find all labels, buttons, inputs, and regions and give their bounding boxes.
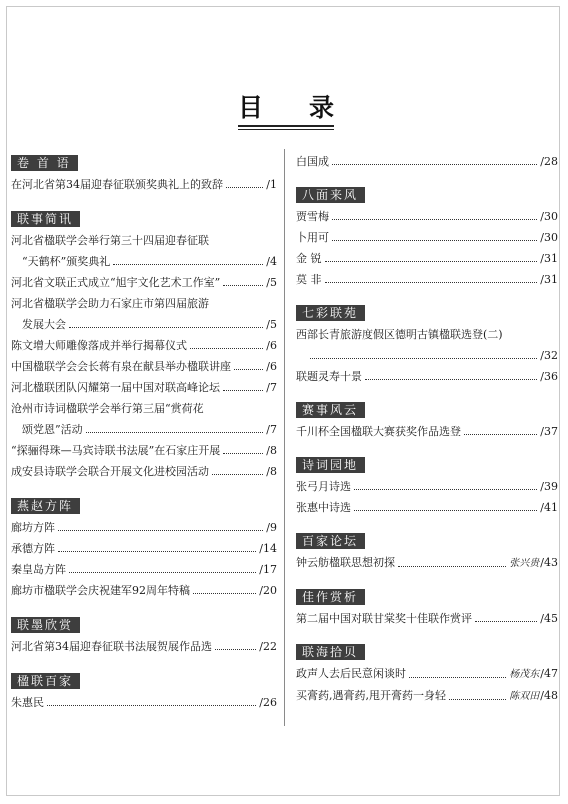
section-gap — [11, 482, 277, 495]
section-heading: 联事简讯 — [11, 211, 80, 227]
toc-entry[interactable] — [11, 692, 277, 713]
entry-author: 陈双田 — [509, 691, 540, 702]
entry-title: 河北省楹联学会举行第三十四届迎春征联 — [11, 234, 209, 247]
section-gap — [296, 290, 558, 302]
toc-entry[interactable] — [11, 517, 277, 538]
toc-section — [11, 152, 277, 195]
toc-entry[interactable] — [11, 174, 277, 195]
dot-leader — [464, 434, 537, 435]
entry-title: 沧州市诗词楹联学会举行第三届“赏荷花 — [11, 402, 204, 415]
dot-leader — [332, 219, 537, 220]
toc-entry[interactable] — [296, 366, 558, 387]
page-number: /30 — [540, 231, 558, 244]
dot-leader — [223, 285, 263, 286]
page-title — [238, 93, 334, 123]
toc-entry[interactable] — [11, 461, 277, 482]
entry-title: 河北省楹联学会助力石家庄市第四届旅游 — [11, 297, 209, 310]
toc-section — [296, 302, 558, 387]
entry-title: 颂党恩”活动 — [22, 423, 83, 436]
toc-section — [296, 151, 558, 172]
toc-entry[interactable] — [11, 580, 277, 601]
entry-title: 钟云舫楹联思想初探 — [296, 556, 395, 569]
entry-title: 金 锐 — [296, 252, 322, 265]
title-underline — [238, 125, 334, 127]
entry-title: 莫 非 — [296, 273, 322, 286]
page-number: /30 — [540, 210, 558, 223]
entry-title: 白国成 — [296, 155, 329, 168]
dot-leader — [332, 240, 537, 241]
dot-leader — [354, 510, 537, 511]
dot-leader — [223, 390, 263, 391]
toc-entry[interactable] — [296, 476, 558, 497]
section-gap — [296, 574, 558, 586]
toc-entry[interactable] — [296, 227, 558, 248]
page-number: /28 — [540, 155, 558, 168]
section-heading: 佳作赏析 — [296, 589, 365, 605]
section-heading: 联海拾贝 — [296, 644, 365, 660]
section-heading: 联墨欣赏 — [11, 617, 80, 633]
page-number: /14 — [259, 542, 277, 555]
page-number: /7 — [266, 381, 277, 394]
section-gap — [11, 657, 277, 670]
section-heading: 卷 首 语 — [11, 155, 78, 171]
toc-entry[interactable] — [296, 269, 558, 290]
dot-leader — [449, 699, 506, 700]
page-number: /8 — [266, 465, 277, 478]
section-heading: 七彩联苑 — [296, 305, 365, 321]
entry-title: 承德方阵 — [11, 542, 55, 555]
entry-title: 河北楹联团队闪耀第一届中国对联高峰论坛 — [11, 381, 220, 394]
toc-section — [11, 614, 277, 657]
entry-title: “探骊得珠—马宾诗联书法展”在石家庄开展 — [11, 444, 221, 457]
toc-entry[interactable] — [296, 663, 558, 685]
entry-title: 卜用可 — [296, 231, 329, 244]
toc-entry[interactable] — [296, 608, 558, 629]
entry-title: 在河北省第34届迎春征联颁奖典礼上的致辞 — [11, 178, 223, 191]
page-number: /20 — [259, 584, 277, 597]
page-number: /37 — [540, 425, 558, 438]
page-number: /7 — [266, 423, 277, 436]
title-char-2: 录 — [308, 93, 334, 122]
page-number: /8 — [266, 444, 277, 457]
entry-author: 张兴贵 — [509, 558, 540, 569]
toc-section — [296, 586, 558, 629]
page-number: /48 — [540, 689, 558, 702]
dot-leader — [69, 572, 256, 573]
page-number: /31 — [540, 273, 558, 286]
entry-title: 贾雪梅 — [296, 210, 329, 223]
entry-title: 陈文增大师雕像落成并举行揭幕仪式 — [11, 339, 187, 352]
entry-title: 第二届中国对联甘棠奖十佳联作赏评 — [296, 612, 472, 625]
toc-left-column — [11, 152, 277, 713]
toc-section — [296, 530, 558, 574]
dot-leader — [325, 282, 538, 283]
entry-title: 西部长青旅游度假区德明古镇楹联选登(二) — [296, 328, 503, 341]
toc-entry[interactable] — [296, 421, 558, 442]
dot-leader — [58, 551, 256, 552]
page-number: /6 — [266, 339, 277, 352]
page-number: /32 — [540, 349, 558, 362]
section-heading: 百家论坛 — [296, 533, 365, 549]
entry-title: 廊坊方阵 — [11, 521, 55, 534]
dot-leader — [69, 327, 263, 328]
toc-entry[interactable] — [296, 206, 558, 227]
page-number: /4 — [266, 255, 277, 268]
section-gap — [296, 442, 558, 454]
dot-leader — [310, 358, 537, 359]
section-gap — [296, 518, 558, 530]
toc-entry[interactable] — [11, 377, 277, 398]
dot-leader — [475, 621, 537, 622]
page-number: /22 — [259, 640, 277, 653]
section-gap — [11, 601, 277, 614]
toc-entry[interactable] — [296, 552, 558, 574]
toc-entry[interactable] — [296, 685, 558, 707]
page-number: /39 — [540, 480, 558, 493]
section-heading: 赛事风云 — [296, 402, 365, 418]
dot-leader — [354, 489, 537, 490]
page-number: /41 — [540, 501, 558, 514]
page-number: /36 — [540, 370, 558, 383]
title-char-1: 目 — [238, 93, 264, 122]
section-gap — [296, 387, 558, 399]
toc-entry[interactable] — [11, 335, 277, 356]
page-number: /17 — [259, 563, 277, 576]
toc-entry[interactable] — [296, 151, 558, 172]
page-number: /26 — [259, 696, 277, 709]
entry-title: 中国楹联学会会长蒋有泉在献县举办楹联讲座 — [11, 360, 231, 373]
section-heading: 诗词园地 — [296, 457, 365, 473]
column-divider — [284, 149, 285, 726]
page-number: /5 — [266, 276, 277, 289]
page-number: /1 — [266, 178, 277, 191]
dot-leader — [58, 530, 263, 531]
entry-author: 杨茂东 — [509, 669, 540, 680]
section-heading: 八面来风 — [296, 187, 365, 203]
toc-entry[interactable] — [11, 314, 277, 335]
section-gap — [296, 172, 558, 184]
toc-entry[interactable] — [11, 356, 277, 377]
toc-entry[interactable] — [11, 272, 277, 293]
toc-entry[interactable] — [11, 559, 277, 580]
toc-section — [11, 208, 277, 482]
toc-entry[interactable] — [296, 345, 558, 366]
toc-entry[interactable] — [11, 419, 277, 440]
entry-title: 张弓月诗选 — [296, 480, 351, 493]
entry-title: 朱惠民 — [11, 696, 44, 709]
dot-leader — [234, 369, 263, 370]
toc-entry — [11, 293, 277, 314]
dot-leader — [47, 705, 256, 706]
title-underline-thin — [238, 129, 334, 130]
entry-title: 廊坊市楹联学会庆祝建军92周年特稿 — [11, 584, 190, 597]
section-heading: 燕赵方阵 — [11, 498, 80, 514]
toc-right-column — [296, 151, 558, 707]
page-number: /6 — [266, 360, 277, 373]
dot-leader — [398, 566, 506, 567]
toc-entry[interactable] — [296, 248, 558, 269]
toc-entry[interactable] — [296, 497, 558, 518]
dot-leader — [113, 264, 263, 265]
entry-title: “天鹤杯”颁奖典礼 — [22, 255, 111, 268]
page-number: /31 — [540, 252, 558, 265]
toc-section — [11, 495, 277, 601]
toc-entry[interactable] — [11, 440, 277, 461]
section-gap — [296, 629, 558, 641]
section-gap — [11, 195, 277, 208]
page-number: /9 — [266, 521, 277, 534]
entry-title: 千川杯全国楹联大赛获奖作品选登 — [296, 425, 461, 438]
dot-leader — [212, 474, 263, 475]
dot-leader — [193, 593, 256, 594]
entry-title: 河北省第34届迎春征联书法展贺展作品选 — [11, 640, 212, 653]
dot-leader — [332, 164, 537, 165]
entry-title: 秦皇岛方阵 — [11, 563, 66, 576]
entry-title: 成安县诗联学会联合开展文化进校园活动 — [11, 465, 209, 478]
toc-entry — [296, 324, 558, 345]
entry-title: 河北省文联正式成立“旭宇文化艺术工作室” — [11, 276, 221, 289]
toc-section — [296, 641, 558, 707]
toc-entry[interactable] — [11, 538, 277, 559]
page-number: /47 — [540, 667, 558, 680]
dot-leader — [226, 187, 263, 188]
dot-leader — [325, 261, 538, 262]
dot-leader — [409, 677, 506, 678]
dot-leader — [215, 649, 256, 650]
page-number: /45 — [540, 612, 558, 625]
toc-entry — [11, 398, 277, 419]
toc-entry[interactable] — [11, 636, 277, 657]
dot-leader — [86, 432, 264, 433]
entry-title: 买膏药,遇膏药,甩开膏药一身轻 — [296, 689, 446, 702]
toc-section — [296, 399, 558, 442]
dot-leader — [223, 453, 263, 454]
entry-title: 政声人去后民意闲谈时 — [296, 667, 406, 680]
dot-leader — [190, 348, 263, 349]
toc-section — [296, 184, 558, 290]
toc-section — [11, 670, 277, 713]
dot-leader — [365, 379, 537, 380]
toc-entry[interactable] — [11, 251, 277, 272]
page-number: /43 — [540, 556, 558, 569]
entry-title: 联题灵寿十景 — [296, 370, 362, 383]
entry-title: 张惠中诗选 — [296, 501, 351, 514]
toc-section — [296, 454, 558, 518]
entry-title: 发展大会 — [22, 318, 66, 331]
page-number: /5 — [266, 318, 277, 331]
section-heading: 楹联百家 — [11, 673, 80, 689]
toc-entry — [11, 230, 277, 251]
